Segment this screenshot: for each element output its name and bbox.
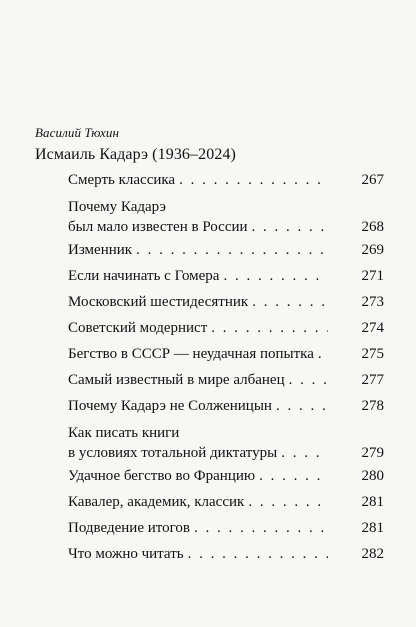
- toc-entry: [68, 544, 384, 564]
- toc-entry-title: Московский шестидесятник: [68, 294, 252, 310]
- toc-entry-title: Изменник: [68, 242, 136, 258]
- toc-entry-page-number: 279: [361, 445, 384, 461]
- toc-entry: [68, 240, 384, 260]
- toc-entry: [68, 518, 384, 538]
- toc-entry-page-number: 281: [361, 494, 384, 510]
- chapter-author: Василий Тюхин: [35, 125, 120, 140]
- toc-entry-page-number: 278: [361, 398, 384, 414]
- toc-entry: [68, 396, 384, 416]
- toc-entry-page-number: 271: [361, 268, 384, 284]
- chapter-title: Исмаиль Кадарэ (1936–2024): [35, 146, 236, 163]
- toc-entry-page-number: 275: [361, 346, 384, 362]
- toc-entry: [68, 423, 384, 463]
- toc-entry-page-number: 282: [361, 546, 384, 562]
- toc-entry-title: Кавалер, академик, классик: [68, 494, 248, 510]
- toc-entry: [68, 318, 384, 338]
- toc-entry: [68, 292, 384, 312]
- toc-entry: [68, 170, 384, 190]
- toc-entry: [68, 266, 384, 286]
- toc-entry: [68, 197, 384, 237]
- toc-entry-title-line-2: был мало известен в России: [68, 219, 252, 235]
- toc-entry-page-number: 267: [361, 172, 384, 188]
- toc-entry-title: Удачное бегство во Францию: [68, 468, 259, 484]
- toc-entry-title: Что можно читать: [68, 546, 188, 562]
- toc-entry-title: Смерть классика: [68, 172, 179, 188]
- toc-entry-page-number: 269: [361, 242, 384, 258]
- toc-entry-title: Почему Кадарэ не Солженицын: [68, 398, 276, 414]
- toc-entry-page-number: 281: [361, 520, 384, 536]
- toc-entry-page-number: 268: [361, 219, 384, 235]
- toc-entry-title: Советский модернист: [68, 320, 211, 336]
- toc-entry-title: Подведение итогов: [68, 520, 194, 536]
- toc-entry-page-number: 277: [361, 372, 384, 388]
- toc-entry: [68, 344, 384, 364]
- toc-entry-page-number: 280: [361, 468, 384, 484]
- toc-entry-title-line-1: Почему Кадарэ: [68, 199, 166, 215]
- toc-entry-title: Самый известный в мире албанец: [68, 372, 289, 388]
- toc-entry-title-line-2: в условиях тотальной диктатуры: [68, 445, 281, 461]
- toc-entry-title: Бегство в СССР — неудачная попытка: [68, 346, 318, 362]
- toc-entry-page-number: 273: [361, 294, 384, 310]
- toc-entry: [68, 492, 384, 512]
- toc-entry-page-number: 274: [361, 320, 384, 336]
- toc-entry-title: Если начинать с Гомера: [68, 268, 223, 284]
- toc-entry-title-line-1: Как писать книги: [68, 425, 180, 441]
- toc-entry: [68, 466, 384, 486]
- toc-entry: [68, 370, 384, 390]
